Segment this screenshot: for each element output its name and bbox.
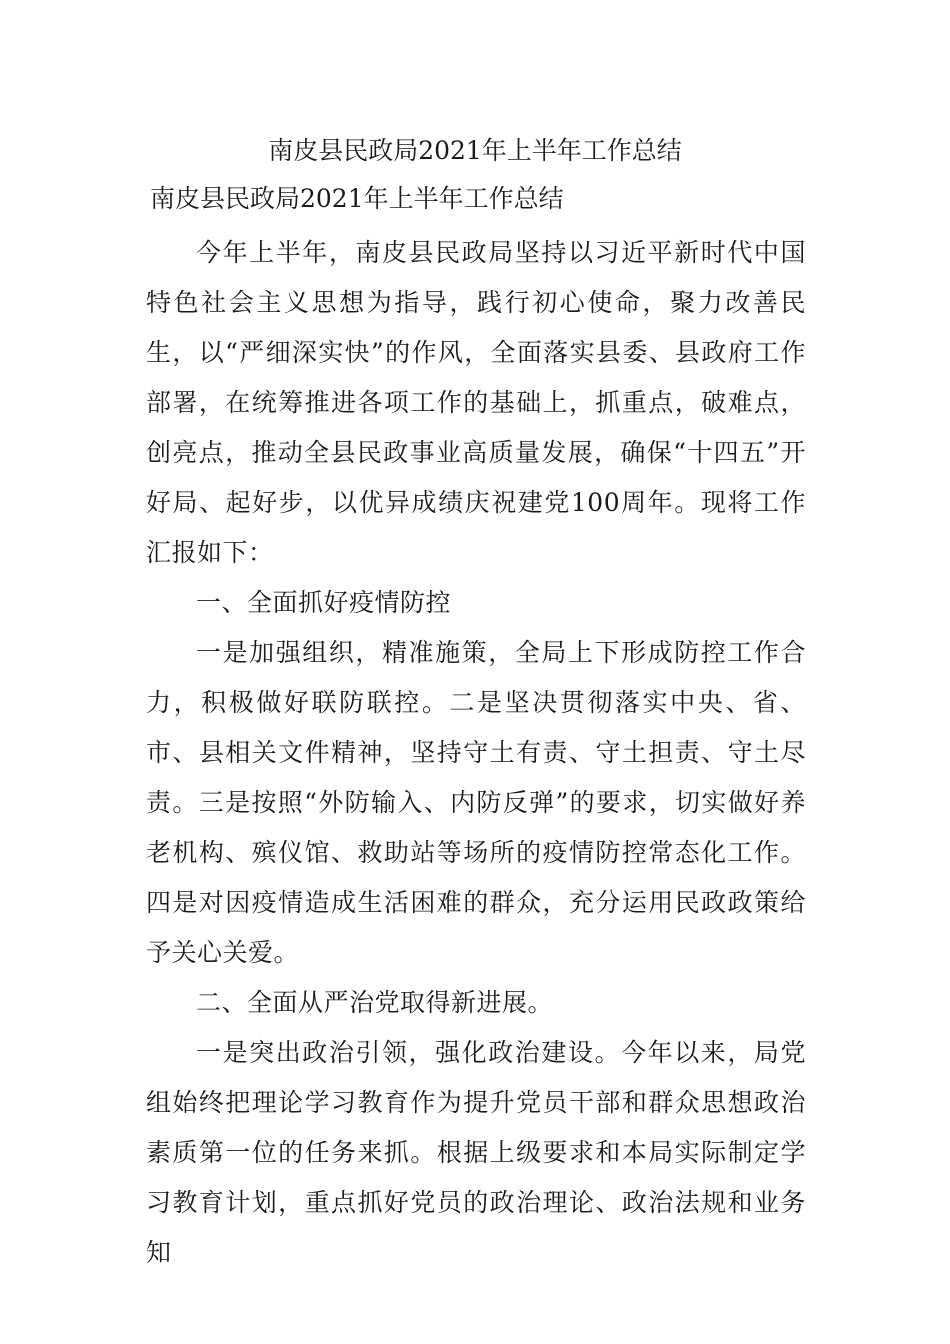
document-title: 南皮县民政局2021年上半年工作总结 xyxy=(268,136,682,165)
paragraph-party-building: 一是突出政治引领，强化政治建设。今年以来，局党组始终把理论学习教育作为提升党员干部和群众思想政治素质第一位的任务来抓。根据上级要求和本局实际制定学习教育计划，重点抓好党员的政治理论、政治法规和业务知 xyxy=(146,1038,806,1267)
paragraph-epidemic-control: 一是加强组织，精准施策，全局上下形成防控工作合力，积极做好联防联控。二是坚决贯彻落实中央、省、市、县相关文件精神，坚持守土有责、守土担责、守土尽责。三是按照“外防输入、内防反弹”的要求，切实做好养老机构、殡仪馆、救助站等场所的疫情防控常态化工作。四是对因疫情造成生活困难的群众，充分运用民政政策给予关心关爱。 xyxy=(146,638,806,967)
document-subtitle: 南皮县民政局2021年上半年工作总结 xyxy=(150,184,564,213)
paragraph-intro: 今年上半年，南皮县民政局坚持以习近平新时代中国特色社会主义思想为指导，践行初心使命，聚力改善民生，以“严细深实快”的作风，全面落实县委、县政府工作部署，在统筹推进各项工作的基础上，抓重点，破难点，创亮点，推动全县民政事业高质量发展，确保“十四五”开好局、起好步，以优异成绩庆祝建党100周年。现将工作汇报如下： xyxy=(146,238,806,567)
section-heading-2: 二、全面从严治党取得新进展。 xyxy=(196,988,554,1017)
section-heading-1: 一、全面抓好疫情防控 xyxy=(196,588,452,617)
document-body xyxy=(146,228,806,1278)
